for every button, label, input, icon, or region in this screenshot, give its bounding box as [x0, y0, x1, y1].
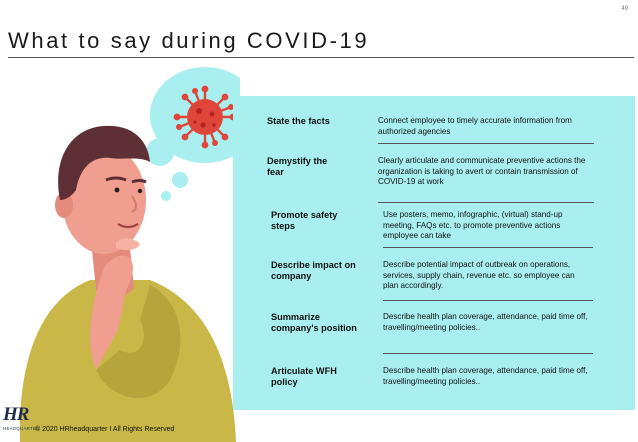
logo-subtext: HEADQUARTER [3, 426, 40, 431]
talking-point-description: Describe potential impact of outbreak on operations, services, supply chain, revenue etc. so employee can plan accordingly. [383, 260, 575, 290]
row-divider [383, 247, 593, 248]
talking-point-label: Promote safety steps [271, 210, 338, 231]
page-title: What to say during COVID-19 [8, 28, 370, 53]
talking-point-description: Describe health plan coverage, attendance, paid time off, travelling/meeting policies.. [383, 366, 588, 386]
talking-point-description: Describe health plan coverage, attendance, paid time off, travelling/meeting policies.. [383, 312, 588, 332]
talking-point-label: Describe impact on company [271, 260, 356, 281]
title-divider [8, 57, 634, 58]
row-divider [383, 353, 593, 354]
talking-point-label: Summarize company's position [271, 312, 357, 333]
talking-point-description: Clearly articulate and communicate preventive actions the organization is taking to avert or contain transmission of COVID-19 at work [378, 156, 586, 186]
talking-point-label: State the facts [267, 116, 330, 126]
page-number: 49 [621, 6, 628, 12]
copyright-text: © 2020 HRheadquarter I All Rights Reserved [35, 426, 175, 433]
logo-letters: HR [3, 404, 29, 425]
talking-points-panel [233, 96, 635, 410]
talking-point-label: Articulate WFH policy [271, 366, 337, 387]
footer [3, 404, 203, 440]
row-divider [378, 143, 594, 144]
row-divider [378, 202, 594, 203]
talking-point-description: Use posters, memo, infographic, (virtual) stand-up meeting, FAQs etc. to promote preventive actions employee can take [383, 210, 563, 240]
hr-headquarter-logo [3, 404, 40, 436]
talking-point-label: Demystify the fear [267, 156, 328, 177]
row-divider [383, 300, 593, 301]
thinking-person-illustration [0, 60, 240, 442]
virus-icon [174, 86, 237, 149]
talking-point-description: Connect employee to timely accurate information from authorized agencies [378, 116, 572, 136]
